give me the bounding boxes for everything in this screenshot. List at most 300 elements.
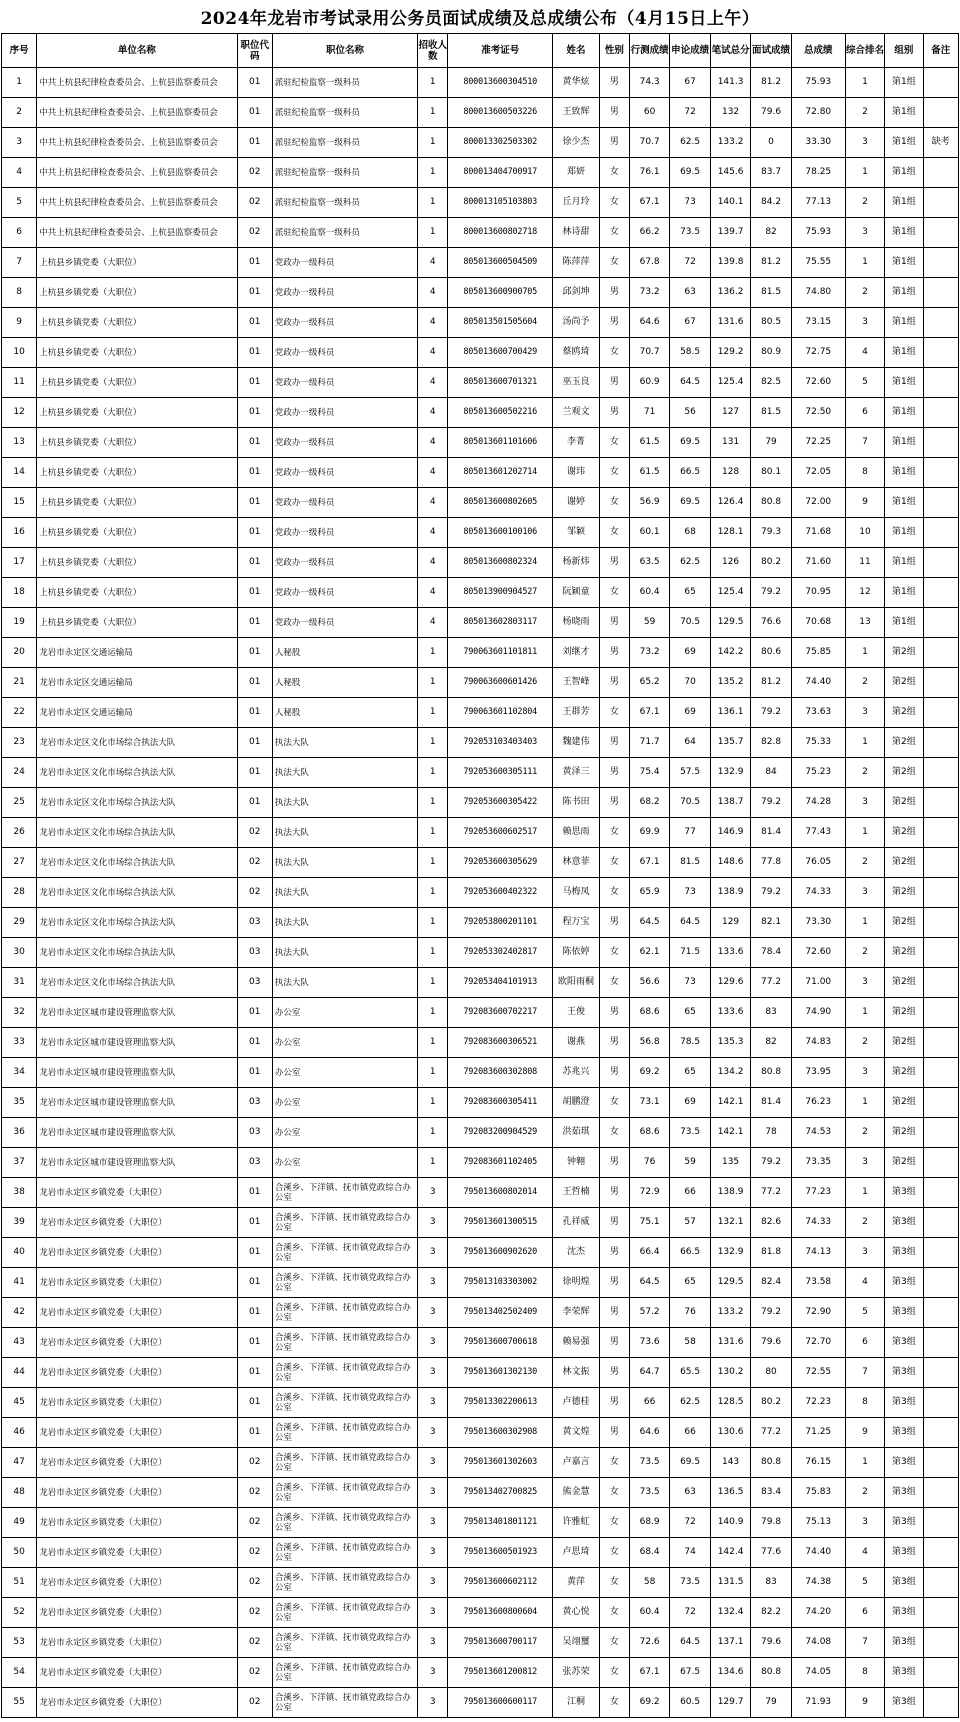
cell-interview: 81.4 — [751, 818, 791, 848]
cell-rank: 1 — [845, 1088, 884, 1118]
cell-total: 72.23 — [791, 1388, 845, 1418]
cell-remark — [923, 578, 958, 608]
cell-group: 第2组 — [885, 1058, 923, 1088]
cell-total: 72.80 — [791, 98, 845, 128]
cell-post-code: 03 — [237, 1088, 272, 1118]
cell-xingce: 56.9 — [629, 488, 669, 518]
cell-written-total: 133.6 — [710, 938, 750, 968]
cell-rank: 2 — [845, 758, 884, 788]
cell-index: 6 — [2, 218, 37, 248]
cell-name: 黄心悦 — [553, 1598, 600, 1628]
cell-index: 34 — [2, 1058, 37, 1088]
cell-total: 76.23 — [791, 1088, 845, 1118]
cell-quota: 1 — [418, 998, 448, 1028]
cell-total: 74.20 — [791, 1598, 845, 1628]
cell-unit-name: 龙岩市永定区乡镇党委（大职位） — [37, 1208, 237, 1238]
cell-name: 王致辉 — [553, 98, 600, 128]
cell-gender: 女 — [599, 218, 629, 248]
cell-remark — [923, 368, 958, 398]
cell-post-name: 党政办一级科员 — [272, 428, 417, 458]
table-row — [2, 158, 959, 188]
cell-post-name: 办公室 — [272, 1118, 417, 1148]
cell-remark — [923, 938, 958, 968]
cell-unit-name: 上杭县乡镇党委（大职位） — [37, 368, 237, 398]
col-post-code-header: 职位代码 — [237, 34, 272, 68]
cell-rank: 2 — [845, 848, 884, 878]
cell-interview: 81.8 — [751, 1238, 791, 1268]
cell-name: 李荣辉 — [553, 1298, 600, 1328]
cell-gender: 男 — [599, 788, 629, 818]
cell-index: 21 — [2, 668, 37, 698]
cell-quota: 1 — [418, 98, 448, 128]
cell-name: 沈杰 — [553, 1238, 600, 1268]
table-row — [2, 1058, 959, 1088]
cell-interview: 82 — [751, 1028, 791, 1058]
cell-group: 第1组 — [885, 458, 923, 488]
cell-ticket-number: 795013600700117 — [448, 1628, 553, 1658]
table-row — [2, 218, 959, 248]
cell-index: 2 — [2, 98, 37, 128]
cell-rank: 1 — [845, 248, 884, 278]
cell-name: 王哲楠 — [553, 1178, 600, 1208]
cell-post-code: 02 — [237, 1508, 272, 1538]
cell-quota: 1 — [418, 878, 448, 908]
cell-post-code: 01 — [237, 278, 272, 308]
cell-xingce: 56.8 — [629, 1028, 669, 1058]
cell-name: 杨晓雨 — [553, 608, 600, 638]
col-name-header: 姓名 — [553, 34, 600, 68]
cell-group: 第1组 — [885, 68, 923, 98]
cell-rank: 1 — [845, 1178, 884, 1208]
cell-interview: 80.1 — [751, 458, 791, 488]
cell-remark: 缺考 — [923, 128, 958, 158]
cell-remark — [923, 338, 958, 368]
cell-interview: 82.8 — [751, 728, 791, 758]
cell-quota: 3 — [418, 1238, 448, 1268]
cell-post-name: 执法大队 — [272, 818, 417, 848]
cell-shenlun: 73.5 — [670, 218, 710, 248]
cell-ticket-number: 795013601302603 — [448, 1448, 553, 1478]
cell-shenlun: 64.5 — [670, 908, 710, 938]
cell-post-name: 合溪乡、下洋镇、抚市镇党政综合办公室 — [272, 1628, 417, 1658]
cell-written-total: 126 — [710, 548, 750, 578]
cell-remark — [923, 248, 958, 278]
cell-total: 76.05 — [791, 848, 845, 878]
cell-ticket-number: 805013900904527 — [448, 578, 553, 608]
cell-remark — [923, 1178, 958, 1208]
cell-interview: 79 — [751, 428, 791, 458]
cell-unit-name: 中共上杭县纪律检查委员会、上杭县监察委员会 — [37, 188, 237, 218]
cell-total: 73.35 — [791, 1148, 845, 1178]
cell-ticket-number: 795013600302908 — [448, 1418, 553, 1448]
cell-xingce: 60.1 — [629, 518, 669, 548]
cell-ticket-number: 795013401801121 — [448, 1508, 553, 1538]
cell-total: 75.23 — [791, 758, 845, 788]
cell-unit-name: 龙岩市永定区乡镇党委（大职位） — [37, 1178, 237, 1208]
cell-index: 30 — [2, 938, 37, 968]
cell-xingce: 60.4 — [629, 578, 669, 608]
cell-total: 77.23 — [791, 1178, 845, 1208]
cell-shenlun: 73 — [670, 188, 710, 218]
col-remark-header: 备注 — [923, 34, 958, 68]
cell-shenlun: 63 — [670, 1478, 710, 1508]
cell-shenlun: 73 — [670, 878, 710, 908]
cell-name: 林诗甜 — [553, 218, 600, 248]
cell-ticket-number: 795013600602112 — [448, 1568, 553, 1598]
cell-name: 林意菲 — [553, 848, 600, 878]
cell-interview: 79.6 — [751, 1328, 791, 1358]
cell-total: 71.25 — [791, 1418, 845, 1448]
cell-ticket-number: 792053800201101 — [448, 908, 553, 938]
cell-xingce: 66 — [629, 1388, 669, 1418]
cell-xingce: 67.8 — [629, 248, 669, 278]
cell-gender: 女 — [599, 1088, 629, 1118]
cell-quota: 4 — [418, 308, 448, 338]
cell-index: 36 — [2, 1118, 37, 1148]
cell-xingce: 67.1 — [629, 848, 669, 878]
cell-quota: 3 — [418, 1418, 448, 1448]
cell-gender: 女 — [599, 428, 629, 458]
cell-shenlun: 62.5 — [670, 1388, 710, 1418]
cell-rank: 3 — [845, 1058, 884, 1088]
cell-post-name: 执法大队 — [272, 938, 417, 968]
cell-unit-name: 上杭县乡镇党委（大职位） — [37, 428, 237, 458]
cell-written-total: 129.2 — [710, 338, 750, 368]
cell-post-code: 02 — [237, 848, 272, 878]
cell-xingce: 73.5 — [629, 1448, 669, 1478]
cell-name: 陈依婷 — [553, 938, 600, 968]
cell-name: 阮颖童 — [553, 578, 600, 608]
cell-name: 邱剑坤 — [553, 278, 600, 308]
cell-ticket-number: 792053600602517 — [448, 818, 553, 848]
cell-shenlun: 72 — [670, 248, 710, 278]
cell-name: 许雅虹 — [553, 1508, 600, 1538]
cell-rank: 1 — [845, 638, 884, 668]
cell-group: 第3组 — [885, 1298, 923, 1328]
cell-written-total: 138.7 — [710, 788, 750, 818]
cell-remark — [923, 1568, 958, 1598]
cell-post-name: 办公室 — [272, 1088, 417, 1118]
cell-rank: 4 — [845, 338, 884, 368]
cell-gender: 男 — [599, 908, 629, 938]
cell-unit-name: 上杭县乡镇党委（大职位） — [37, 278, 237, 308]
cell-total: 70.68 — [791, 608, 845, 638]
cell-post-code: 02 — [237, 878, 272, 908]
cell-index: 35 — [2, 1088, 37, 1118]
cell-gender: 男 — [599, 728, 629, 758]
cell-unit-name: 上杭县乡镇党委（大职位） — [37, 608, 237, 638]
cell-xingce: 71 — [629, 398, 669, 428]
cell-group: 第1组 — [885, 488, 923, 518]
cell-remark — [923, 1628, 958, 1658]
cell-interview: 81.4 — [751, 1088, 791, 1118]
cell-written-total: 135.2 — [710, 668, 750, 698]
cell-post-name: 党政办一级科员 — [272, 548, 417, 578]
table-body — [2, 68, 959, 1718]
cell-unit-name: 龙岩市永定区文化市场综合执法大队 — [37, 848, 237, 878]
cell-total: 75.85 — [791, 638, 845, 668]
cell-index: 28 — [2, 878, 37, 908]
cell-remark — [923, 1478, 958, 1508]
col-rank-header: 综合排名 — [845, 34, 884, 68]
cell-index: 40 — [2, 1238, 37, 1268]
cell-remark — [923, 1328, 958, 1358]
cell-group: 第2组 — [885, 788, 923, 818]
cell-gender: 女 — [599, 338, 629, 368]
cell-ticket-number: 795013600600117 — [448, 1688, 553, 1718]
cell-quota: 4 — [418, 368, 448, 398]
cell-shenlun: 76 — [670, 1298, 710, 1328]
cell-rank: 3 — [845, 1238, 884, 1268]
cell-post-name: 执法大队 — [272, 848, 417, 878]
cell-shenlun: 81.5 — [670, 848, 710, 878]
cell-written-total: 145.6 — [710, 158, 750, 188]
table-row — [2, 128, 959, 158]
cell-remark — [923, 1118, 958, 1148]
cell-group: 第1组 — [885, 368, 923, 398]
cell-unit-name: 龙岩市永定区乡镇党委（大职位） — [37, 1418, 237, 1448]
cell-gender: 女 — [599, 1508, 629, 1538]
cell-unit-name: 龙岩市永定区乡镇党委（大职位） — [37, 1478, 237, 1508]
cell-written-total: 133.2 — [710, 1298, 750, 1328]
cell-post-code: 01 — [237, 128, 272, 158]
cell-remark — [923, 428, 958, 458]
cell-xingce: 76 — [629, 1148, 669, 1178]
table-row — [2, 248, 959, 278]
cell-written-total: 129.6 — [710, 968, 750, 998]
cell-written-total: 127 — [710, 398, 750, 428]
cell-index: 47 — [2, 1448, 37, 1478]
cell-rank: 2 — [845, 278, 884, 308]
cell-remark — [923, 908, 958, 938]
cell-quota: 1 — [418, 848, 448, 878]
cell-ticket-number: 800013600802718 — [448, 218, 553, 248]
cell-group: 第1组 — [885, 98, 923, 128]
cell-remark — [923, 68, 958, 98]
cell-total: 75.93 — [791, 218, 845, 248]
cell-ticket-number: 792053600305111 — [448, 758, 553, 788]
cell-name: 吴翊璽 — [553, 1628, 600, 1658]
cell-post-code: 03 — [237, 1118, 272, 1148]
cell-remark — [923, 458, 958, 488]
cell-post-code: 01 — [237, 728, 272, 758]
cell-xingce: 60.9 — [629, 368, 669, 398]
cell-xingce: 67.1 — [629, 188, 669, 218]
cell-quota: 4 — [418, 248, 448, 278]
cell-total: 74.28 — [791, 788, 845, 818]
table-row — [2, 1208, 959, 1238]
cell-index: 17 — [2, 548, 37, 578]
cell-ticket-number: 792083601102405 — [448, 1148, 553, 1178]
cell-remark — [923, 158, 958, 188]
cell-xingce: 72.6 — [629, 1628, 669, 1658]
cell-post-name: 合溪乡、下洋镇、抚市镇党政综合办公室 — [272, 1238, 417, 1268]
cell-gender: 男 — [599, 1238, 629, 1268]
cell-rank: 2 — [845, 668, 884, 698]
cell-quota: 1 — [418, 968, 448, 998]
cell-group: 第2组 — [885, 848, 923, 878]
cell-quota: 1 — [418, 668, 448, 698]
cell-index: 41 — [2, 1268, 37, 1298]
cell-written-total: 141.3 — [710, 68, 750, 98]
cell-unit-name: 中共上杭县纪律检查委员会、上杭县监察委员会 — [37, 68, 237, 98]
cell-shenlun: 66.5 — [670, 458, 710, 488]
cell-name: 钟翱 — [553, 1148, 600, 1178]
cell-written-total: 128.5 — [710, 1388, 750, 1418]
cell-post-name: 执法大队 — [272, 878, 417, 908]
cell-rank: 4 — [845, 1538, 884, 1568]
cell-index: 5 — [2, 188, 37, 218]
cell-remark — [923, 1448, 958, 1478]
cell-unit-name: 龙岩市永定区文化市场综合执法大队 — [37, 968, 237, 998]
cell-name: 陈书田 — [553, 788, 600, 818]
cell-interview: 83.4 — [751, 1478, 791, 1508]
col-interview-header: 面试成绩 — [751, 34, 791, 68]
table-row — [2, 1628, 959, 1658]
cell-ticket-number: 805013600802324 — [448, 548, 553, 578]
cell-interview: 81.5 — [751, 278, 791, 308]
cell-quota: 3 — [418, 1598, 448, 1628]
cell-total: 74.38 — [791, 1568, 845, 1598]
cell-gender: 男 — [599, 1268, 629, 1298]
cell-group: 第3组 — [885, 1568, 923, 1598]
cell-written-total: 133.2 — [710, 128, 750, 158]
cell-total: 71.68 — [791, 518, 845, 548]
cell-name: 徐少杰 — [553, 128, 600, 158]
cell-interview: 80 — [751, 1358, 791, 1388]
cell-interview: 79.3 — [751, 518, 791, 548]
cell-remark — [923, 698, 958, 728]
cell-interview: 81.5 — [751, 398, 791, 428]
cell-ticket-number: 800013600304510 — [448, 68, 553, 98]
cell-unit-name: 龙岩市永定区文化市场综合执法大队 — [37, 758, 237, 788]
cell-gender: 男 — [599, 398, 629, 428]
cell-name: 蔡鸥琦 — [553, 338, 600, 368]
cell-gender: 男 — [599, 1208, 629, 1238]
cell-xingce: 62.1 — [629, 938, 669, 968]
cell-xingce: 66.4 — [629, 1238, 669, 1268]
cell-quota: 1 — [418, 1118, 448, 1148]
cell-remark — [923, 188, 958, 218]
cell-post-name: 派驻纪检监察一级科员 — [272, 98, 417, 128]
header-row — [2, 34, 959, 68]
cell-xingce: 73.5 — [629, 1478, 669, 1508]
table-row — [2, 1598, 959, 1628]
cell-group: 第1组 — [885, 428, 923, 458]
cell-quota: 1 — [418, 818, 448, 848]
cell-unit-name: 上杭县乡镇党委（大职位） — [37, 308, 237, 338]
cell-total: 71.93 — [791, 1688, 845, 1718]
cell-total: 74.83 — [791, 1028, 845, 1058]
cell-rank: 2 — [845, 938, 884, 968]
cell-index: 37 — [2, 1148, 37, 1178]
table-row — [2, 998, 959, 1028]
col-post-name-header: 职位名称 — [272, 34, 417, 68]
cell-unit-name: 上杭县乡镇党委（大职位） — [37, 398, 237, 428]
table-row — [2, 518, 959, 548]
col-written-total-header: 笔试总分 — [710, 34, 750, 68]
table-row — [2, 1658, 959, 1688]
cell-written-total: 132.9 — [710, 758, 750, 788]
cell-remark — [923, 848, 958, 878]
cell-quota: 1 — [418, 938, 448, 968]
cell-group: 第3组 — [885, 1268, 923, 1298]
cell-unit-name: 中共上杭县纪律检查委员会、上杭县监察委员会 — [37, 128, 237, 158]
cell-shenlun: 66 — [670, 1418, 710, 1448]
cell-quota: 1 — [418, 908, 448, 938]
cell-written-total: 137.1 — [710, 1628, 750, 1658]
cell-total: 74.33 — [791, 1208, 845, 1238]
cell-gender: 女 — [599, 698, 629, 728]
cell-remark — [923, 998, 958, 1028]
cell-group: 第2组 — [885, 668, 923, 698]
cell-gender: 男 — [599, 1328, 629, 1358]
cell-interview: 77.2 — [751, 1178, 791, 1208]
cell-post-code: 03 — [237, 968, 272, 998]
table-row — [2, 1448, 959, 1478]
cell-written-total: 140.9 — [710, 1508, 750, 1538]
cell-rank: 9 — [845, 1418, 884, 1448]
cell-ticket-number: 792083200904529 — [448, 1118, 553, 1148]
cell-rank: 11 — [845, 548, 884, 578]
cell-unit-name: 上杭县乡镇党委（大职位） — [37, 488, 237, 518]
cell-post-name: 合溪乡、下洋镇、抚市镇党政综合办公室 — [272, 1568, 417, 1598]
cell-name: 黄文煌 — [553, 1418, 600, 1448]
cell-post-name: 派驻纪检监察一级科员 — [272, 68, 417, 98]
cell-quota: 4 — [418, 458, 448, 488]
cell-gender: 女 — [599, 458, 629, 488]
cell-interview: 82.2 — [751, 1598, 791, 1628]
cell-gender: 女 — [599, 848, 629, 878]
cell-index: 11 — [2, 368, 37, 398]
cell-group: 第2组 — [885, 758, 923, 788]
cell-index: 54 — [2, 1658, 37, 1688]
cell-group: 第2组 — [885, 908, 923, 938]
cell-quota: 1 — [418, 638, 448, 668]
cell-ticket-number: 805013600100106 — [448, 518, 553, 548]
cell-ticket-number: 805013600502216 — [448, 398, 553, 428]
cell-unit-name: 中共上杭县纪律检查委员会、上杭县监察委员会 — [37, 218, 237, 248]
cell-remark — [923, 1088, 958, 1118]
cell-post-name: 合溪乡、下洋镇、抚市镇党政综合办公室 — [272, 1418, 417, 1448]
cell-interview: 77.2 — [751, 1418, 791, 1448]
cell-written-total: 135.7 — [710, 728, 750, 758]
col-shenlun-header: 申论成绩 — [670, 34, 710, 68]
table-row — [2, 338, 959, 368]
cell-quota: 4 — [418, 488, 448, 518]
cell-xingce: 65.2 — [629, 668, 669, 698]
cell-total: 74.05 — [791, 1658, 845, 1688]
cell-rank: 8 — [845, 1388, 884, 1418]
cell-gender: 女 — [599, 1598, 629, 1628]
cell-remark — [923, 1058, 958, 1088]
cell-shenlun: 59 — [670, 1148, 710, 1178]
cell-gender: 男 — [599, 548, 629, 578]
cell-written-total: 142.4 — [710, 1538, 750, 1568]
cell-shenlun: 69 — [670, 638, 710, 668]
cell-group: 第3组 — [885, 1598, 923, 1628]
cell-post-name: 合溪乡、下洋镇、抚市镇党政综合办公室 — [272, 1688, 417, 1718]
cell-name: 黄华炫 — [553, 68, 600, 98]
cell-remark — [923, 668, 958, 698]
cell-total: 74.80 — [791, 278, 845, 308]
table-row — [2, 968, 959, 998]
cell-remark — [923, 818, 958, 848]
table-row — [2, 1148, 959, 1178]
col-total-header: 总成绩 — [791, 34, 845, 68]
cell-name: 王群芳 — [553, 698, 600, 728]
cell-xingce: 68.2 — [629, 788, 669, 818]
